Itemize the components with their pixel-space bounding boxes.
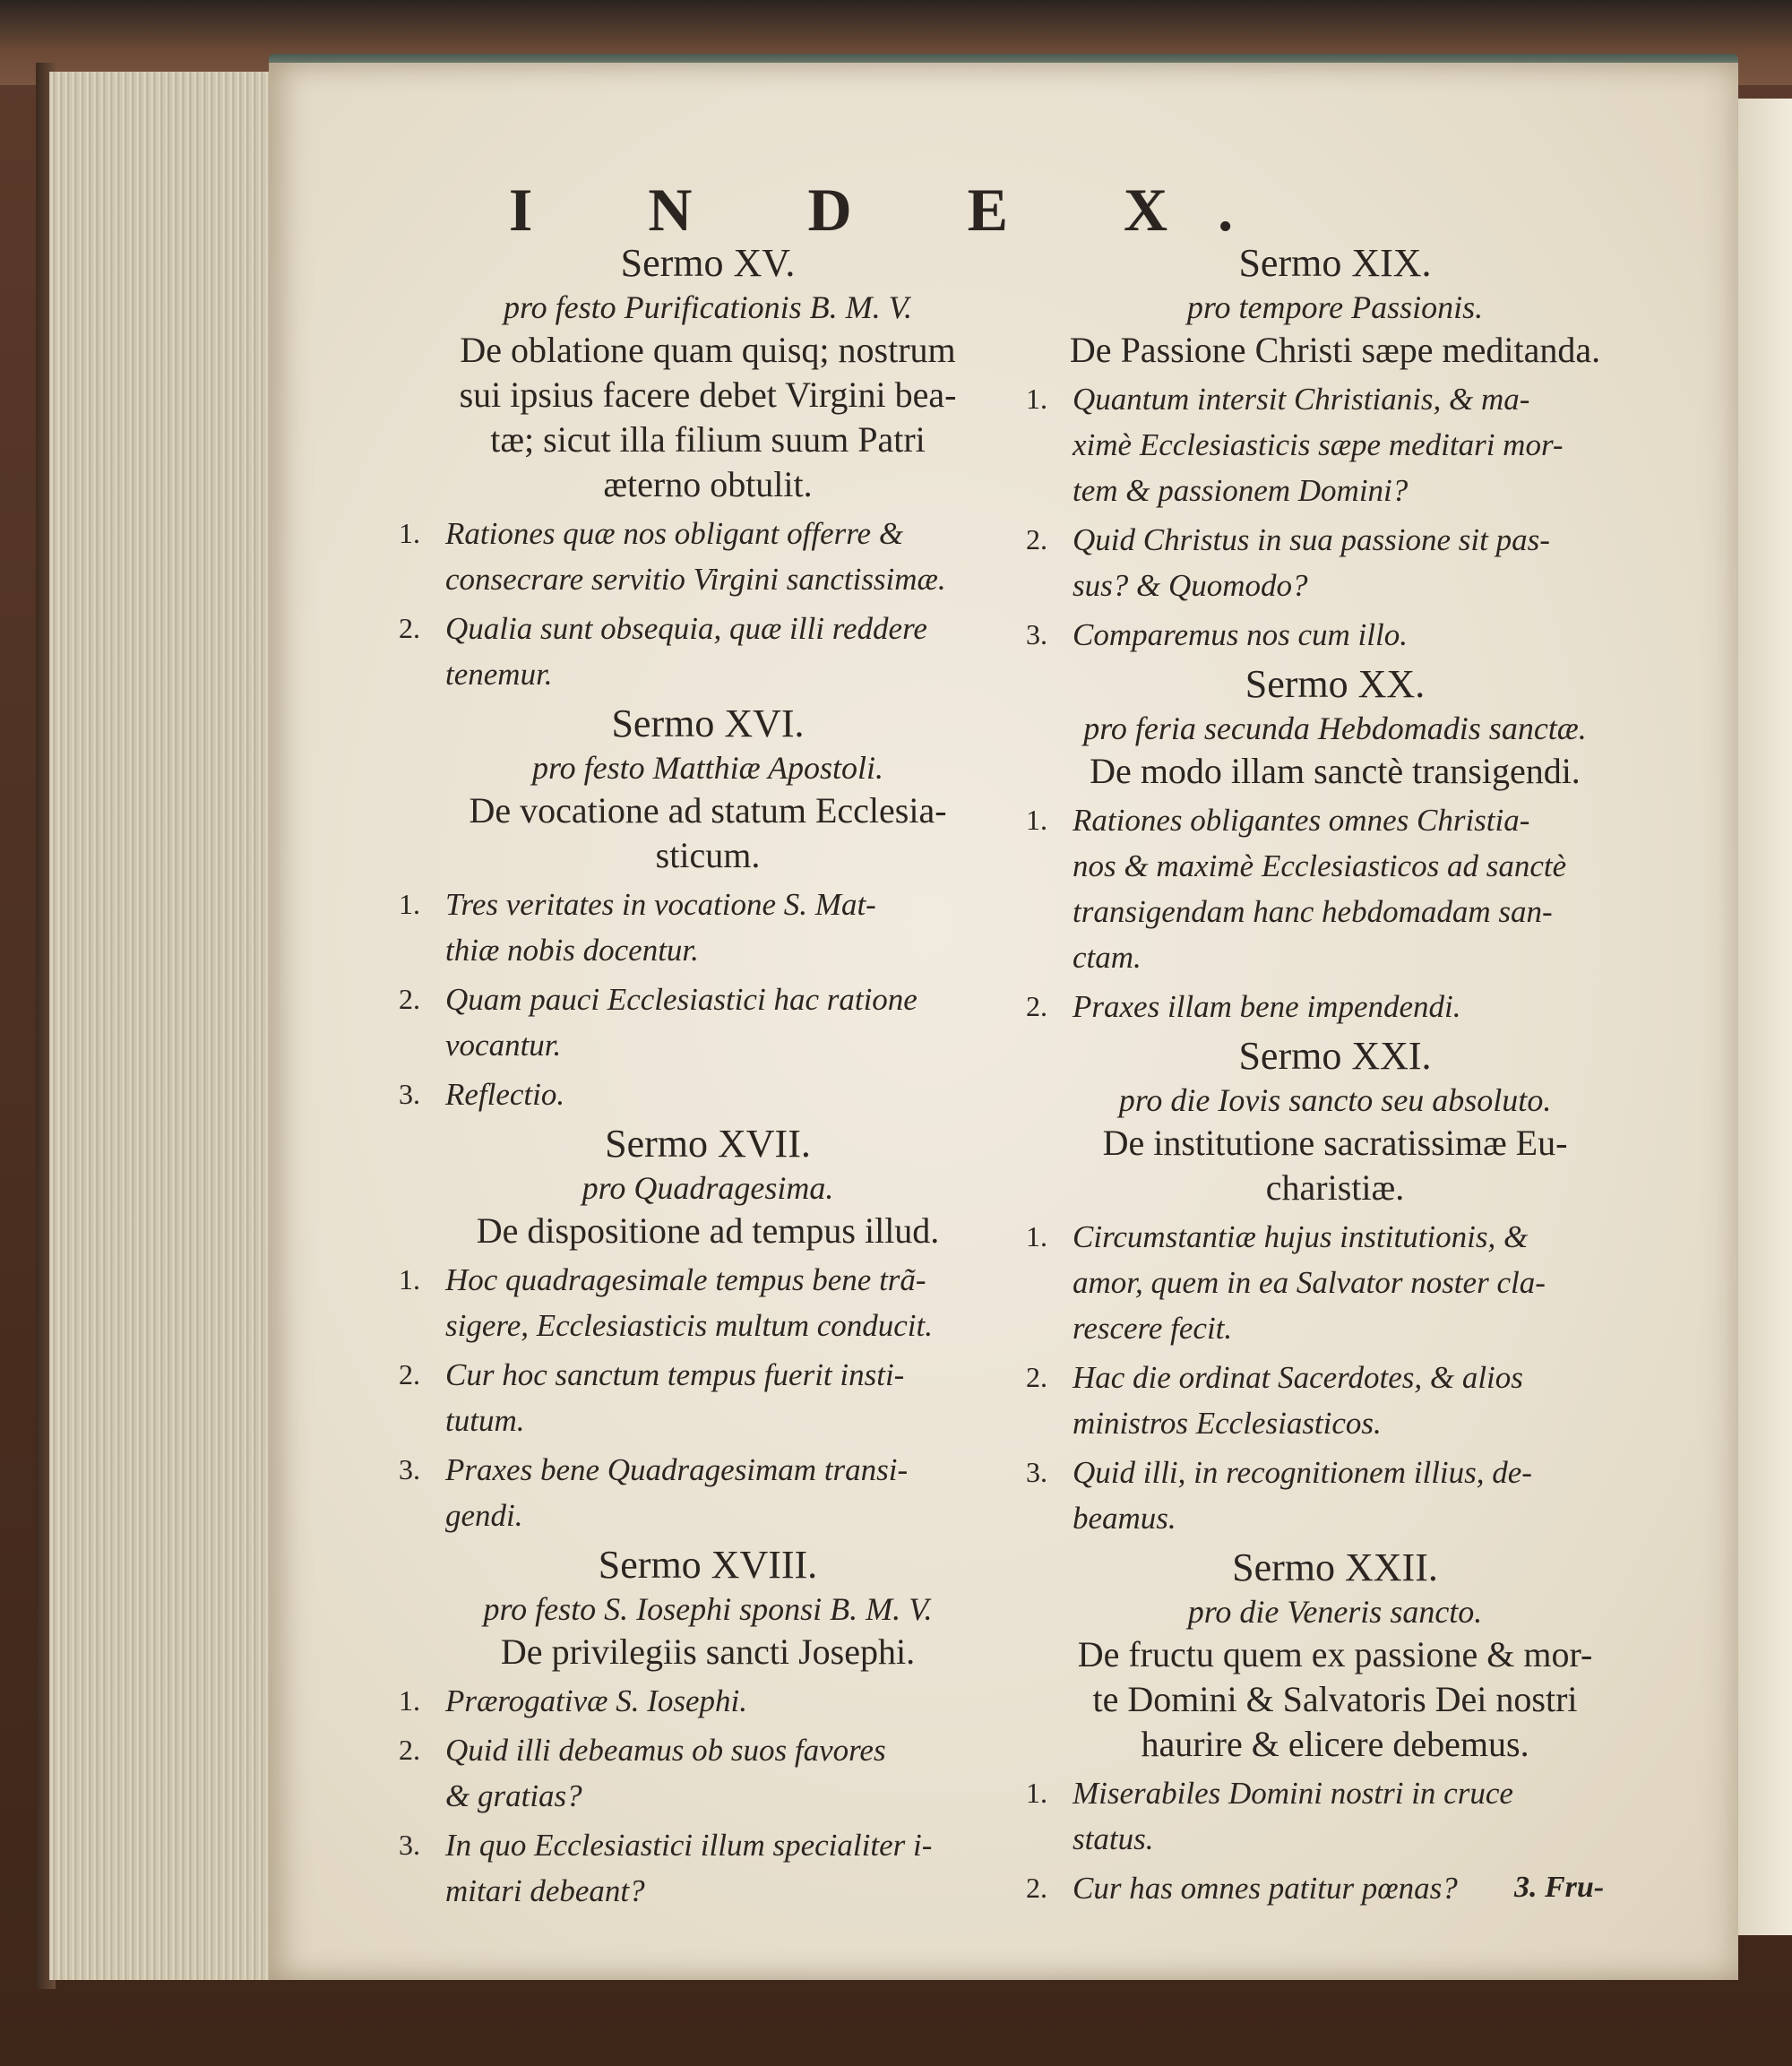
sermon-title: Sermo XV.: [620, 241, 796, 285]
sermon-occasion: pro festo S. Iosephi sponsi B. M. V.: [483, 1591, 933, 1627]
point-number: 2.: [399, 612, 420, 644]
point-text-line: Quid illi, in recognitionem illius, de-: [1073, 1455, 1532, 1490]
point-text-line: Comparemus nos cum illo.: [1073, 617, 1408, 652]
subject-line: De Passione Christi sæpe meditanda.: [1069, 330, 1601, 370]
subject-line: De vocatione ad statum Ecclesia-: [469, 790, 947, 831]
point-text-line: rescere fecit.: [1073, 1311, 1233, 1346]
point-text-line: tutum.: [445, 1403, 525, 1438]
sermon-subject: [399, 788, 1017, 878]
point-text-line: Prærogativæ S. Iosephi.: [445, 1683, 748, 1718]
sermon-points: [399, 1678, 1017, 1914]
point-item: [1026, 612, 1644, 658]
point-text-line: ministros Ecclesiasticos.: [1073, 1406, 1382, 1441]
point-item: [399, 1072, 1017, 1117]
right-column: [1026, 240, 1644, 1915]
point-number: 3.: [1026, 1456, 1047, 1488]
subject-line: De dispositione ad tempus illud.: [476, 1210, 940, 1251]
point-text-line: ctam.: [1073, 940, 1142, 975]
point-text-line: Cur hoc sanctum tempus fuerit insti-: [445, 1357, 905, 1392]
subject-line: haurire & elicere debemus.: [1141, 1724, 1529, 1764]
sermon-subject: [1026, 328, 1644, 373]
point-item: [399, 606, 1017, 697]
point-text-line: Reflectio.: [445, 1077, 565, 1112]
point-text-line: Quid illi debeamus ob suos favores: [445, 1733, 886, 1768]
subject-line: charistiæ.: [1265, 1167, 1405, 1208]
point-text-line: gendi.: [445, 1498, 523, 1533]
subject-line: te Domini & Salvatoris Dei nostri: [1092, 1679, 1578, 1719]
point-text-line: tem & passionem Domini?: [1073, 473, 1409, 508]
sermon-subject: [399, 328, 1017, 507]
point-text-line: Quantum intersit Christianis, & ma-: [1073, 382, 1530, 417]
sermon-occasion: pro Quadragesima.: [582, 1170, 834, 1206]
point-text-line: transigendam hanc hebdomadam san-: [1073, 894, 1553, 929]
point-text-line: In quo Ecclesiastici illum specialiter i-: [445, 1828, 933, 1863]
point-number: 1.: [1026, 1220, 1047, 1253]
sermon-occasion: pro die Iovis sancto seu absoluto.: [1118, 1082, 1552, 1118]
point-item: [1026, 1355, 1644, 1446]
point-number: 2.: [1026, 1361, 1047, 1393]
sermon-points: [399, 1257, 1017, 1538]
sermon-points: [1026, 376, 1644, 658]
point-number: 2.: [1026, 990, 1047, 1022]
sermon-points: [1026, 797, 1644, 1029]
subject-line: De fructu quem ex passione & mor-: [1077, 1634, 1593, 1674]
point-text-line: Rationes quæ nos obligant offerre &: [445, 516, 904, 551]
point-number: 1.: [399, 1263, 420, 1296]
point-text-line: nos & maximè Ecclesiasticos ad sanctè: [1073, 848, 1567, 883]
sermon-subject: [1026, 749, 1644, 794]
sermon-subject: [399, 1209, 1017, 1253]
point-text-line: Quid Christus in sua passione sit pas-: [1073, 522, 1550, 557]
point-item: [1026, 797, 1644, 980]
point-text-line: Rationes obligantes omnes Christia-: [1073, 803, 1530, 838]
left-column: [399, 240, 1017, 1917]
point-item: [1026, 984, 1644, 1029]
subject-line: De oblatione quam quisq; nostrum: [460, 330, 956, 370]
point-number: 1.: [1026, 804, 1047, 836]
point-item: [399, 977, 1017, 1068]
point-number: 1.: [399, 1684, 420, 1717]
sermon-occasion: pro festo Matthiæ Apostoli.: [531, 750, 884, 786]
point-text-line: consecrare servitio Virgini sanctissimæ.: [445, 562, 946, 597]
point-number: 2.: [1026, 523, 1047, 555]
subject-line: De modo illam sanctè transigendi.: [1090, 751, 1581, 791]
point-number: 2.: [399, 1734, 420, 1766]
point-item: [1026, 1214, 1644, 1351]
sermon-subject: [1026, 1121, 1644, 1210]
point-number: 1.: [1026, 383, 1047, 415]
point-text-line: Tres veritates in vocatione S. Mat-: [445, 887, 876, 922]
point-text-line: amor, quem in ea Salvator noster cla-: [1073, 1265, 1546, 1300]
point-item: [399, 1352, 1017, 1443]
point-item: [399, 1447, 1017, 1538]
sermon-title: Sermo XX.: [1245, 662, 1426, 706]
point-text-line: thiæ nobis docentur.: [445, 933, 699, 968]
point-number: 1.: [399, 517, 420, 549]
point-text-line: sus? & Quomodo?: [1073, 568, 1308, 603]
subject-line: De privilegiis sancti Josephi.: [500, 1631, 916, 1672]
sermon-points: [399, 882, 1017, 1117]
page-stack: [49, 72, 275, 1980]
sermon-subject: [399, 1630, 1017, 1674]
point-number: 2.: [399, 1358, 420, 1390]
sermon-occasion: pro tempore Passionis.: [1186, 289, 1484, 325]
sermon-title: Sermo XXII.: [1232, 1545, 1438, 1589]
sermon-occasion: pro festo Purificationis B. M. V.: [504, 289, 912, 325]
sermon-title: Sermo XXI.: [1238, 1034, 1432, 1078]
sermon-points: [1026, 1214, 1644, 1541]
subject-line: sticum.: [655, 835, 761, 875]
sermon-occasion: pro feria secunda Hebdomadis sanctæ.: [1083, 710, 1587, 746]
point-item: [399, 882, 1017, 973]
sermon-occasion: pro die Veneris sancto.: [1187, 1594, 1483, 1630]
point-item: [1026, 1450, 1644, 1541]
point-text-line: tenemur.: [445, 657, 553, 692]
point-text-line: Praxes illam bene impendendi.: [1073, 989, 1461, 1024]
subject-line: De institutione sacratissimæ Eu-: [1102, 1123, 1568, 1163]
point-text-line: status.: [1073, 1821, 1154, 1856]
sermon-title: Sermo XVIII.: [598, 1543, 818, 1587]
sermon-title: Sermo XVII.: [605, 1122, 811, 1166]
point-text-line: Quam pauci Ecclesiastici hac ratione: [445, 982, 918, 1017]
sermon-subject: [1026, 1632, 1644, 1767]
point-item: [399, 1678, 1017, 1724]
subject-line: tæ; sicut illa filium suum Patri: [490, 419, 926, 460]
point-number: 3.: [399, 1829, 420, 1861]
point-text-line: mitari debeant?: [445, 1873, 645, 1908]
point-item: [399, 1727, 1017, 1819]
point-number: 3.: [399, 1453, 420, 1485]
point-text-line: Miserabiles Domini nostri in cruce: [1073, 1776, 1513, 1811]
point-text-line: sigere, Ecclesiasticis multum conducit.: [445, 1308, 934, 1343]
point-text-line: Qualia sunt obsequia, quæ illi reddere: [445, 611, 927, 646]
point-number: 1.: [1026, 1777, 1047, 1809]
sermon-title: Sermo XIX.: [1238, 241, 1432, 285]
point-text-line: & gratias?: [445, 1778, 582, 1813]
point-item: [1026, 1770, 1644, 1862]
page-heading: I N D E X.: [508, 176, 1284, 244]
point-text-line: Cur has omnes patitur pœnas?: [1073, 1871, 1458, 1906]
point-number: 3.: [1026, 618, 1047, 650]
point-item: [399, 1822, 1017, 1914]
point-item: [1026, 517, 1644, 608]
subject-line: æterno obtulit.: [603, 464, 813, 504]
point-text-line: Hoc quadragesimale tempus bene trã-: [445, 1262, 926, 1297]
subject-line: sui ipsius facere debet Virgini bea-: [459, 374, 957, 415]
point-number: 2.: [1026, 1872, 1047, 1904]
catchword: 3. Fru-: [1514, 1871, 1605, 1904]
point-number: 3.: [399, 1078, 420, 1110]
point-item: [399, 511, 1017, 602]
point-text-line: ximè Ecclesiasticis sæpe meditari mor-: [1073, 427, 1564, 462]
sermon-title: Sermo XVI.: [611, 702, 805, 745]
point-item: [399, 1257, 1017, 1348]
point-number: 2.: [399, 983, 420, 1015]
point-text-line: Circumstantiæ hujus institutionis, &: [1073, 1219, 1529, 1254]
point-text-line: Hac die ordinat Sacerdotes, & alios: [1073, 1360, 1523, 1395]
point-text-line: beamus.: [1073, 1501, 1176, 1536]
sermon-points: [399, 511, 1017, 697]
point-item: [1026, 376, 1644, 513]
point-number: 1.: [399, 888, 420, 920]
point-text-line: vocantur.: [445, 1028, 562, 1063]
point-text-line: Praxes bene Quadragesimam transi-: [445, 1452, 909, 1487]
